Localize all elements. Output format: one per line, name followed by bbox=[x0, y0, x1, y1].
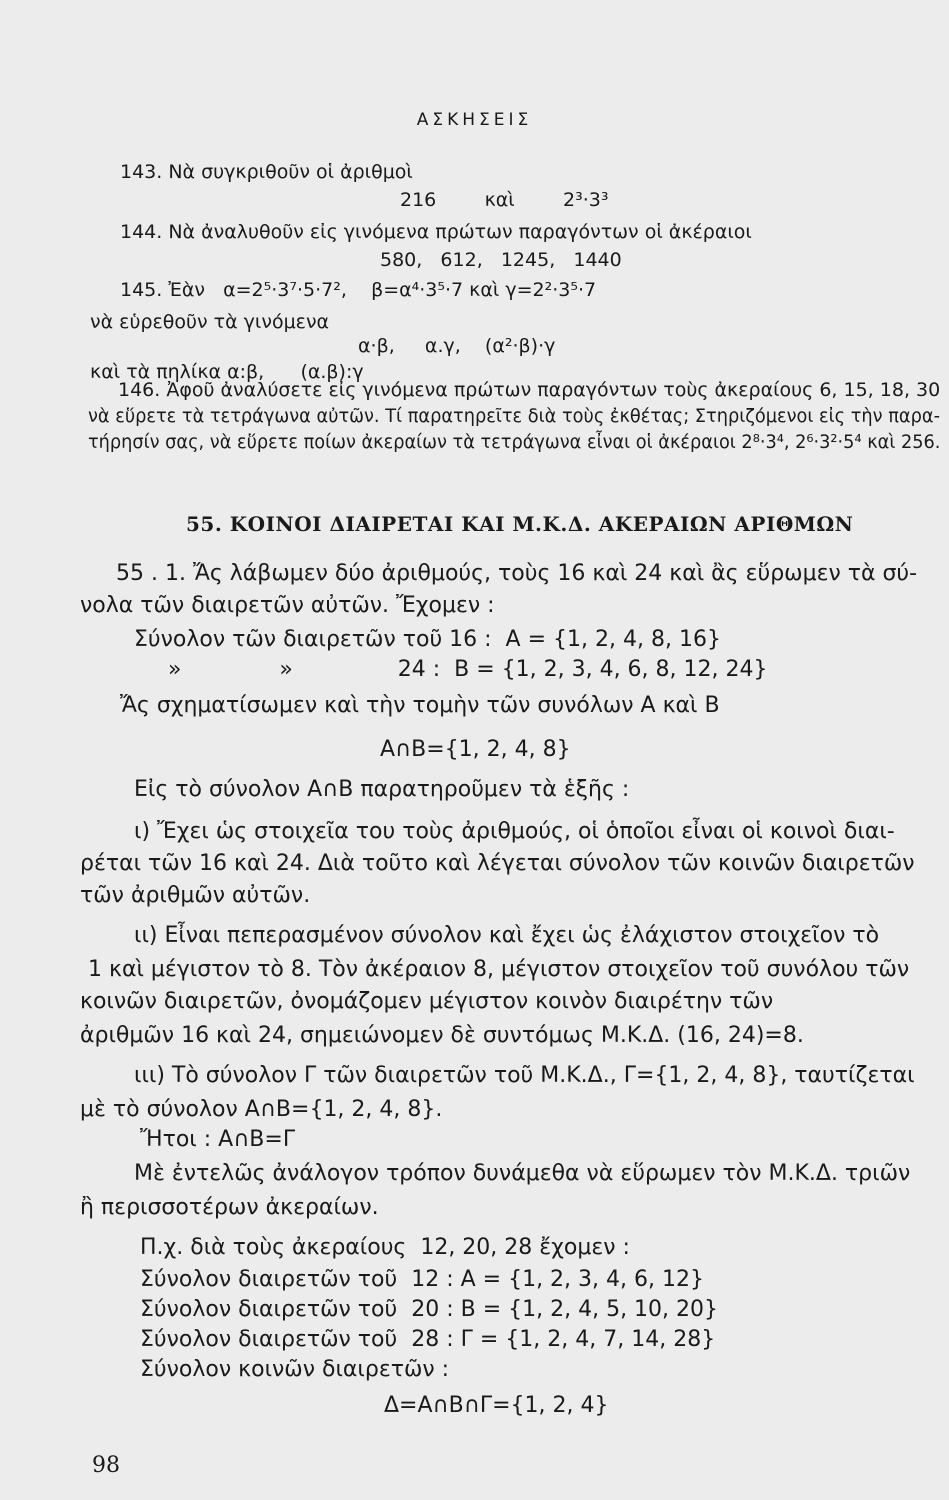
intersection-formula: A∩B={1, 2, 4, 8} bbox=[380, 737, 571, 762]
exercise-145: 145. Ἐὰν α=2⁵·3⁷·5·7², β=α⁴·3⁵·7 καὶ γ=2²·3⁵·7 bbox=[120, 279, 597, 301]
item-3-line-1: ιιι) Τὸ σύνολον Γ τῶν διαιρετῶν τοῦ Μ.Κ.Δ., Γ={1, 2, 4, 8}, ταυτίζεται bbox=[134, 1063, 915, 1088]
exercise-146-line-3: τήρησίν σας, νὰ εὕρετε ποίων ἀκεραίων τὰ τετράγωνα εἶναι οἱ ἀκέραιοι 2⁸·3⁴, 2⁶·3²·5⁴ καὶ 256. bbox=[88, 431, 941, 453]
item-1-line-3: τῶν ἀριθμῶν αὐτῶν. bbox=[80, 883, 311, 908]
item-1-line-1: ι) Ἔχει ὡς στοιχεῖα του τοὺς ἀριθμούς, οἱ ὁποῖοι εἶναι οἱ κοινοὶ διαι- bbox=[134, 819, 895, 844]
item-2-line-3: κοινῶν διαιρετῶν, ὀνομάζομεν μέγιστον κοινὸν διαιρέτην τῶν bbox=[80, 989, 774, 1014]
set-divisors-16: Σύνολον τῶν διαιρετῶν τοῦ 16 : A = {1, 2, 4, 8, 16} bbox=[134, 627, 721, 652]
item-2-line-2: 1 καὶ μέγιστον τὸ 8. Τὸν ἀκέραιον 8, μέγιστον στοιχεῖον τοῦ συνόλου τῶν bbox=[88, 957, 910, 982]
set-divisors-20: Σύνολον διαιρετῶν τοῦ 20 : B = {1, 2, 4, 5, 10, 20} bbox=[140, 1297, 719, 1322]
exercise-145-quotients: καὶ τὰ πηλίκα α:β, (α.β):γ bbox=[90, 361, 364, 383]
exercise-145-line-2: νὰ εὑρεθοῦν τὰ γινόμενα bbox=[90, 311, 330, 333]
set-divisors-12: Σύνολον διαιρετῶν τοῦ 12 : A = {1, 2, 3, 4, 6, 12} bbox=[140, 1267, 704, 1292]
section-heading: 55. ΚΟΙΝΟΙ ΔΙΑΙΡΕΤΑΙ ΚΑΙ Μ.Κ.Δ. ΑΚΕΡΑΙΩΝ ΑΡΙΘΜΩΝ bbox=[186, 512, 854, 536]
section-title: ΑΣΚΗΣΕΙΣ bbox=[416, 110, 533, 130]
exercise-146-line-1: 146. Ἀφοῦ ἀναλύσετε εἰς γινόμενα πρώτων παραγόντων τοὺς ἀκεραίους 6, 15, 18, 30 bbox=[118, 379, 941, 401]
exercise-144: 144. Νὰ ἀναλυθοῦν εἰς γινόμενα πρώτων παραγόντων οἱ ἀκέραιοι bbox=[120, 221, 752, 243]
exercise-144-numbers: 580, 612, 1245, 1440 bbox=[380, 249, 622, 271]
exercise-145-products: α·β, α.γ, (α²·β)·γ bbox=[358, 335, 556, 357]
exercise-143-expression: 216 καὶ 2³·3³ bbox=[400, 189, 609, 211]
page-number: 98 bbox=[92, 1453, 120, 1478]
paragraph-1-line-2: νολα τῶν διαιρετῶν αὐτῶν. Ἔχομεν : bbox=[80, 593, 495, 618]
paragraph-2: Ἄς σχηματίσωμεν καὶ τὴν τομὴν τῶν συνόλων A καὶ B bbox=[120, 693, 720, 718]
set-divisors-28: Σύνολον διαιρετῶν τοῦ 28 : Γ = {1, 2, 4, 7, 14, 28} bbox=[140, 1327, 716, 1352]
paragraph-4-line-2: ἢ περισσοτέρων ἀκεραίων. bbox=[80, 1195, 379, 1220]
set-divisors-24: » » 24 : B = {1, 2, 3, 4, 6, 8, 12, 24} bbox=[168, 657, 768, 682]
conclusion-formula: Ἤτοι : A∩B=Γ bbox=[140, 1127, 296, 1152]
paragraph-3: Εἰς τὸ σύνολον A∩B παρατηροῦμεν τὰ ἑξῆς : bbox=[134, 777, 630, 802]
exercise-146-line-2: νὰ εὕρετε τὰ τετράγωνα αὐτῶν. Τί παρατηρεῖτε διὰ τοὺς ἐκθέτας; Στηριζόμενοι εἰς τὴν παρα- bbox=[88, 405, 940, 427]
item-1-line-2: ρέται τῶν 16 καὶ 24. Διὰ τοῦτο καὶ λέγεται σύνολον τῶν κοινῶν διαιρετῶν bbox=[80, 851, 915, 876]
exercise-143: 143. Νὰ συγκριθοῦν οἱ ἀριθμοὶ bbox=[120, 161, 413, 183]
example-intro: Π.χ. διὰ τοὺς ἀκεραίους 12, 20, 28 ἔχομεν : bbox=[140, 1235, 630, 1260]
common-divisors-formula: Δ=A∩B∩Γ={1, 2, 4} bbox=[384, 1393, 609, 1418]
item-3-line-2: μὲ τὸ σύνολον A∩B={1, 2, 4, 8}. bbox=[80, 1097, 443, 1122]
paragraph-4-line-1: Μὲ ἐντελῶς ἀνάλογον τρόπον δυνάμεθα νὰ εὕρωμεν τὸν Μ.Κ.Δ. τριῶν bbox=[134, 1161, 911, 1186]
paragraph-1-line-1: 55 . 1. Ἄς λάβωμεν δύο ἀριθμούς, τοὺς 16 καὶ 24 καὶ ἂς εὕρωμεν τὰ σύ- bbox=[116, 561, 918, 586]
item-2-line-4: ἀριθμῶν 16 καὶ 24, σημειώνομεν δὲ συντόμως Μ.Κ.Δ. (16, 24)=8. bbox=[80, 1023, 804, 1048]
common-divisors-label: Σύνολον κοινῶν διαιρετῶν : bbox=[140, 1357, 450, 1382]
item-2-line-1: ιι) Εἶναι πεπερασμένον σύνολον καὶ ἔχει ὡς ἐλάχιστον στοιχεῖον τὸ bbox=[134, 923, 880, 948]
